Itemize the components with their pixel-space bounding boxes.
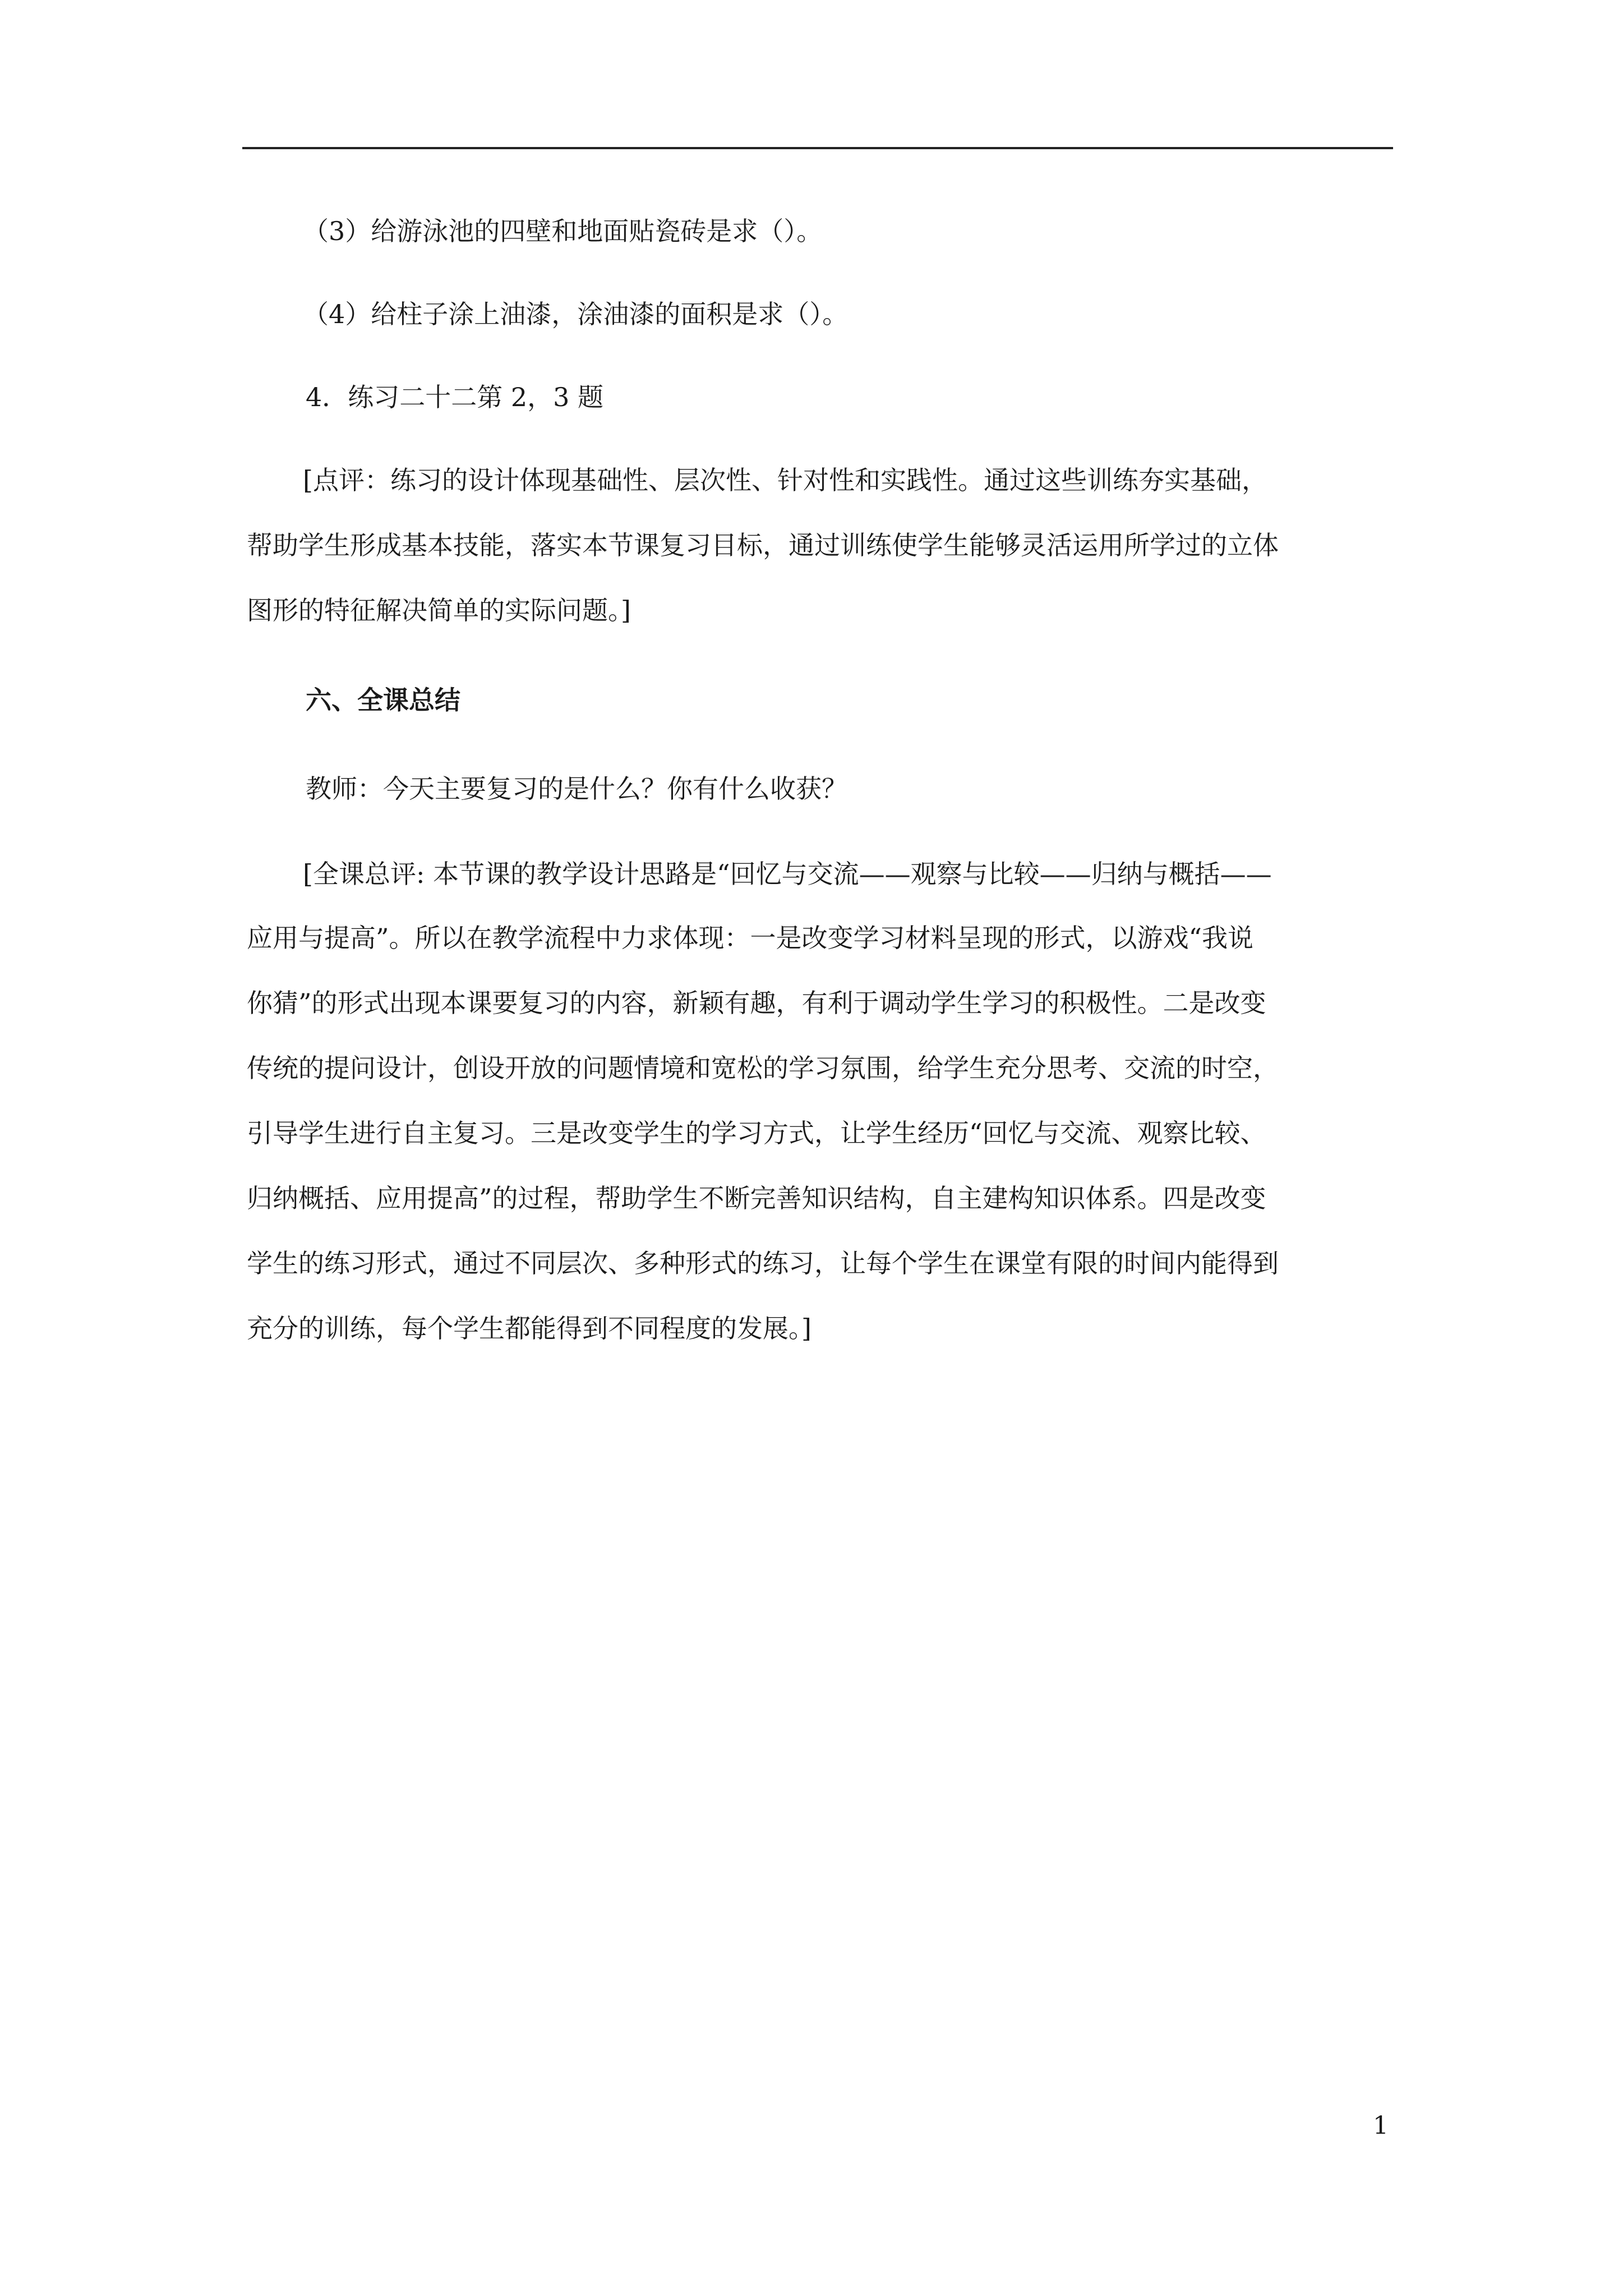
summary-line-8: 充分的训练，每个学生都能得到不同程度的发展。] xyxy=(247,1313,811,1343)
page-number: 1 xyxy=(1373,2111,1389,2140)
summary-line-6: 归纳概括、应用提高”的过程，帮助学生不断完善知识结构，自主建构知识体系。四是改变 xyxy=(247,1183,1266,1213)
teacher-question: 教师：今天主要复习的是什么？你有什么收获？ xyxy=(306,774,847,804)
summary-line-5: 引导学生进行自主复习。三是改变学生的学习方式，让学生经历“回忆与交流、观察比较、 xyxy=(247,1118,1266,1148)
comment-line-1: [点评：练习的设计体现基础性、层次性、针对性和实践性。通过这些训练夯实基础， xyxy=(303,465,1267,495)
item-3: （3）给游泳池的四壁和地面贴瓷砖是求（）。 xyxy=(303,216,823,246)
header-rule xyxy=(242,147,1393,149)
exercise-reference: 4．练习二十二第 2，3 题 xyxy=(306,382,604,412)
summary-line-4: 传统的提问设计，创设开放的问题情境和宽松的学习氛围，给学生充分思考、交流的时空， xyxy=(247,1053,1279,1083)
comment-line-3: 图形的特征解决简单的实际问题。] xyxy=(247,595,631,625)
summary-line-7: 学生的练习形式，通过不同层次、多种形式的练习，让每个学生在课堂有限的时间内能得到 xyxy=(247,1248,1279,1278)
comment-line-2: 帮助学生形成基本技能，落实本节课复习目标，通过训练使学生能够灵活运用所学过的立体 xyxy=(247,530,1279,560)
summary-line-1: [全课总评: 本节课的教学设计思路是“回忆与交流——观察与比较——归纳与概括—— xyxy=(303,859,1272,889)
item-4: （4）给柱子涂上油漆，涂油漆的面积是求（）。 xyxy=(303,299,849,329)
summary-line-3: 你猜”的形式出现本课要复习的内容，新颖有趣，有利于调动学生学习的积极性。二是改变 xyxy=(247,988,1266,1018)
section-heading: 六、全课总结 xyxy=(306,685,460,715)
summary-line-2: 应用与提高”。所以在教学流程中力求体现：一是改变学习材料呈现的形式，以游戏“我说 xyxy=(247,923,1254,953)
